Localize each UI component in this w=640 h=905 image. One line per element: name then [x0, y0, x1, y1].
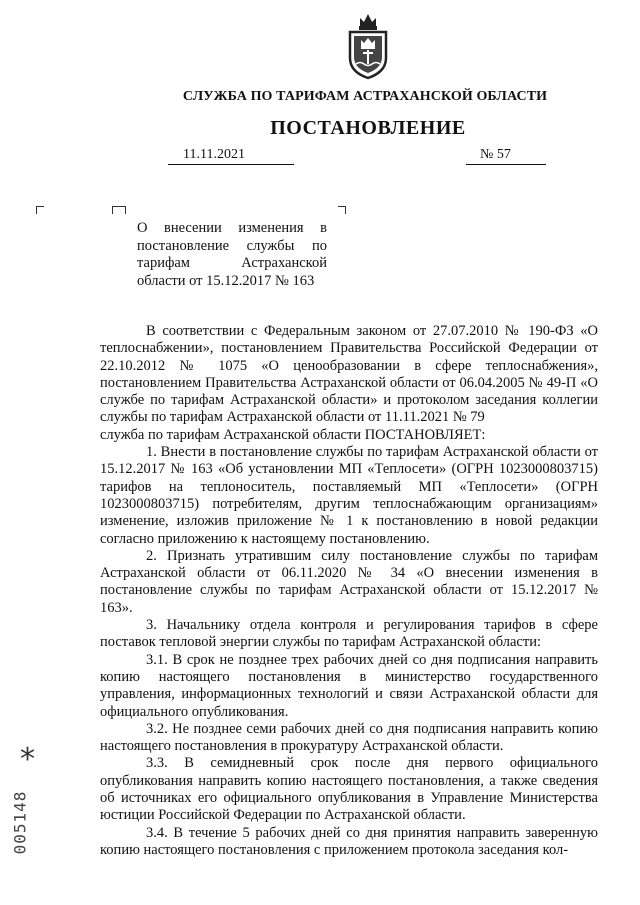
body-paragraph: 3.3. В семидневный срок после дня первого официального опубликования направить копию настоящего постановления, а также сведения об источниках его официального опубликования в Управление Министерства юстиции Российской Федерации по Астраханской области.	[100, 755, 598, 824]
margin-stamp-number	[2, 778, 52, 868]
stamp-number-text: 005148	[10, 790, 30, 855]
document-body	[100, 323, 598, 859]
body-paragraph: 3.4. В течение 5 рабочих дней со дня принятия направить заверенную копию настоящего постановления с приложением протокола заседания кол-	[100, 824, 598, 858]
document-number: № 57	[480, 147, 511, 162]
corner-mark-left	[36, 206, 44, 214]
document-subject: О внесении изменения в постановление службы по тарифам Астраханской области от 15.12.2017 № 163	[137, 220, 327, 289]
body-paragraph: служба по тарифам Астраханской области ПОСТАНОВЛЯЕТ:	[100, 426, 486, 443]
corner-mark-subject-left-inner	[118, 206, 126, 214]
document-type-title: ПОСТАНОВЛЕНИЕ	[270, 117, 466, 139]
corner-mark-subject-right	[338, 206, 346, 214]
body-paragraph: 2. Признать утратившим силу постановление службы по тарифам Астраханской области от 06.11.2020 № 34 «О внесении изменения в постановление службы по тарифам Астраханской области от 15.12.2017 № 163».	[100, 547, 598, 616]
coat-of-arms-icon	[344, 12, 392, 82]
document-date: 11.11.2021	[183, 147, 245, 162]
body-paragraph: 3.1. В срок не позднее трех рабочих дней со дня подписания направить копию настоящего постановления в министерство государственного управления, информационных технологий и связи Астраханской области для официального опубликования.	[100, 651, 598, 720]
body-paragraph: 3. Начальнику отдела контроля и регулирования тарифов в сфере поставок тепловой энергии службы по тарифам Астраханской области:	[100, 617, 598, 651]
organization-name: СЛУЖБА ПО ТАРИФАМ АСТРАХАНСКОЙ ОБЛАСТИ	[182, 89, 548, 104]
body-paragraph: 3.2. Не позднее семи рабочих дней со дня подписания направить копию настоящего постановления в прокуратуру Астраханской области.	[100, 720, 598, 755]
body-paragraph: 1. Внести в постановление службы по тарифам Астраханской области от 15.12.2017 № 163 «Об установлении МП «Теплосети» (ОГРН 1023000803715) тарифов на теплоноситель, поставляемый МП «Теплосети» (ОГРН 1023000803715) потребителям, другим теплоснабжающим организациям» изменение, изложив приложение № 1 к постановлению в новой редакции согласно приложению к настоящему постановлению.	[100, 444, 598, 547]
margin-star: *	[20, 742, 35, 777]
body-paragraph: В соответствии с Федеральным законом от 27.07.2010 № 190-ФЗ «О теплоснабжении», постановлением Правительства Российской Федерации от 22.10.2012 № 1075 «О ценообразовании в сфере теплоснабжения», постановлением Правительства Астраханской области от 06.04.2005 № 49-П «О службе по тарифам Астраханской области» и протоколом заседания коллегии службы по тарифам Астраханской области от 11.11.2021 № 79	[100, 323, 598, 426]
